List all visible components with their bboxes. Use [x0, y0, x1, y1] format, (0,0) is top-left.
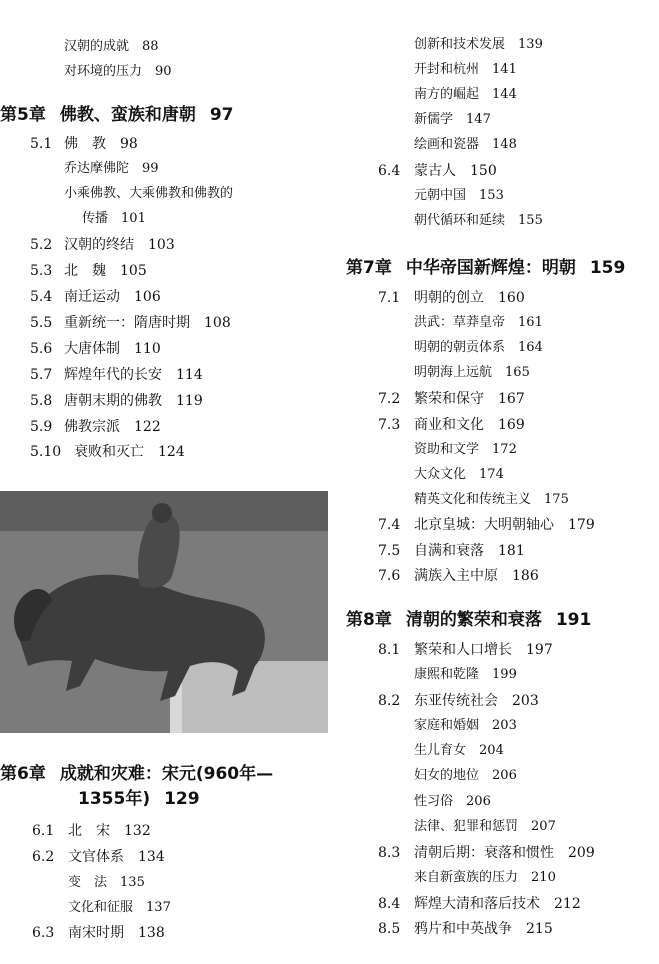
toc-sub-entry[interactable]: 南方的崛起 144 — [414, 87, 517, 102]
horse-rider-figurine-icon — [0, 491, 328, 733]
toc-entry[interactable]: 6.1 北 宋 132 — [32, 823, 151, 839]
toc-sub-entry[interactable]: 明朝的朝贡体系 164 — [414, 340, 543, 355]
toc-entry[interactable]: 5.7 辉煌年代的长安 114 — [30, 367, 203, 383]
toc-entry[interactable]: 5.2 汉朝的终结 103 — [30, 237, 175, 253]
toc-entry[interactable]: 5.1 佛 教 98 — [30, 136, 138, 152]
toc-entry[interactable]: 8.4 辉煌大清和落后技术 212 — [378, 896, 581, 912]
toc-sub-entry[interactable]: 资助和文学 172 — [414, 442, 517, 457]
toc-sub-entry[interactable]: 精英文化和传统主义 175 — [414, 492, 569, 507]
toc-entry[interactable]: 8.3 清朝后期：衰落和惯性 209 — [378, 845, 595, 861]
toc-sub-entry[interactable]: 绘画和瓷器 148 — [414, 137, 517, 152]
toc-sub-entry[interactable]: 来自新蛮族的压力 210 — [414, 870, 556, 885]
toc-sub-entry[interactable]: 康熙和乾隆 199 — [414, 667, 517, 682]
toc-sub-entry[interactable]: 开封和杭州 141 — [414, 62, 517, 77]
chapter-6-heading[interactable]: 第6章 成就和灾难：宋元(960年— — [0, 764, 274, 784]
toc-sub-entry[interactable]: 变 法 135 — [68, 875, 145, 890]
chapter-5-heading[interactable]: 第5章 佛教、蛮族和唐朝 97 — [0, 105, 234, 125]
chapter-6-heading-line2: 1355年) 129 — [78, 789, 200, 809]
toc-sub-entry[interactable]: 朝代循环和延续 155 — [414, 213, 543, 228]
toc-entry[interactable]: 7.1 明朝的创立 160 — [378, 290, 525, 306]
toc-sub-entry[interactable]: 元朝中国 153 — [414, 188, 504, 203]
toc-sub-entry[interactable]: 生儿育女 204 — [414, 743, 504, 758]
toc-entry[interactable]: 7.4 北京皇城：大明朝轴心 179 — [378, 517, 595, 533]
toc-sub-entry[interactable]: 小乘佛教、大乘佛教和佛教的 — [64, 186, 234, 201]
toc-entry[interactable]: 5.9 佛教宗派 122 — [30, 419, 161, 435]
toc-entry[interactable]: 8.2 东亚传统社会 203 — [378, 693, 539, 709]
toc-sub-entry[interactable]: 明朝海上远航 165 — [414, 365, 530, 380]
toc-entry[interactable]: 6.2 文官体系 134 — [32, 849, 165, 865]
toc-entry[interactable]: 7.3 商业和文化 169 — [378, 417, 525, 433]
toc-entry[interactable]: 5.4 南迁运动 106 — [30, 289, 161, 305]
toc-sub-entry[interactable]: 妇女的地位 206 — [414, 768, 517, 783]
toc-entry[interactable]: 7.5 自满和衰落 181 — [378, 543, 525, 559]
toc-entry[interactable]: 5.3 北 魏 105 — [30, 263, 147, 279]
toc-sub-entry[interactable]: 性习俗 206 — [414, 794, 491, 809]
toc-sub-entry[interactable]: 洪武：草莽皇帝 161 — [414, 315, 543, 330]
toc-entry[interactable]: 5.5 重新统一：隋唐时期 108 — [30, 315, 231, 331]
toc-sub-entry[interactable]: 家庭和婚姻 203 — [414, 718, 517, 733]
toc-sub-entry[interactable]: 乔达摩佛陀 99 — [64, 161, 159, 176]
toc-entry[interactable]: 6.3 南宋时期 138 — [32, 925, 165, 941]
toc-entry[interactable]: 5.8 唐朝末期的佛教 119 — [30, 393, 203, 409]
toc-sub-entry[interactable]: 文化和征服 137 — [68, 900, 171, 915]
toc-entry[interactable]: 5.6 大唐体制 110 — [30, 341, 161, 357]
toc-sub-entry[interactable]: 大众文化 174 — [414, 467, 504, 482]
toc-sub-entry[interactable]: 对环境的压力 90 — [64, 64, 172, 79]
figurine-photo — [0, 491, 328, 733]
toc-entry[interactable]: 7.6 满族入主中原 186 — [378, 568, 539, 584]
toc-entry[interactable]: 5.10 衰败和灭亡 124 — [30, 444, 185, 460]
toc-entry[interactable]: 7.2 繁荣和保守 167 — [378, 391, 525, 407]
toc-entry[interactable]: 8.1 繁荣和人口增长 197 — [378, 642, 553, 658]
toc-sub-entry[interactable]: 新儒学 147 — [414, 112, 491, 127]
chapter-8-heading[interactable]: 第8章 清朝的繁荣和衰落 191 — [346, 610, 592, 630]
toc-sub-entry[interactable]: 创新和技术发展 139 — [414, 37, 543, 52]
toc-sub-entry[interactable]: 法律、犯罪和惩罚 207 — [414, 819, 556, 834]
toc-sub-entry[interactable]: 汉朝的成就 88 — [64, 39, 159, 54]
toc-entry[interactable]: 8.5 鸦片和中英战争 215 — [378, 921, 553, 937]
chapter-7-heading[interactable]: 第7章 中华帝国新辉煌：明朝 159 — [346, 258, 626, 278]
toc-sub-entry[interactable]: 传播 101 — [82, 211, 146, 226]
toc-entry[interactable]: 6.4 蒙古人 150 — [378, 163, 497, 179]
